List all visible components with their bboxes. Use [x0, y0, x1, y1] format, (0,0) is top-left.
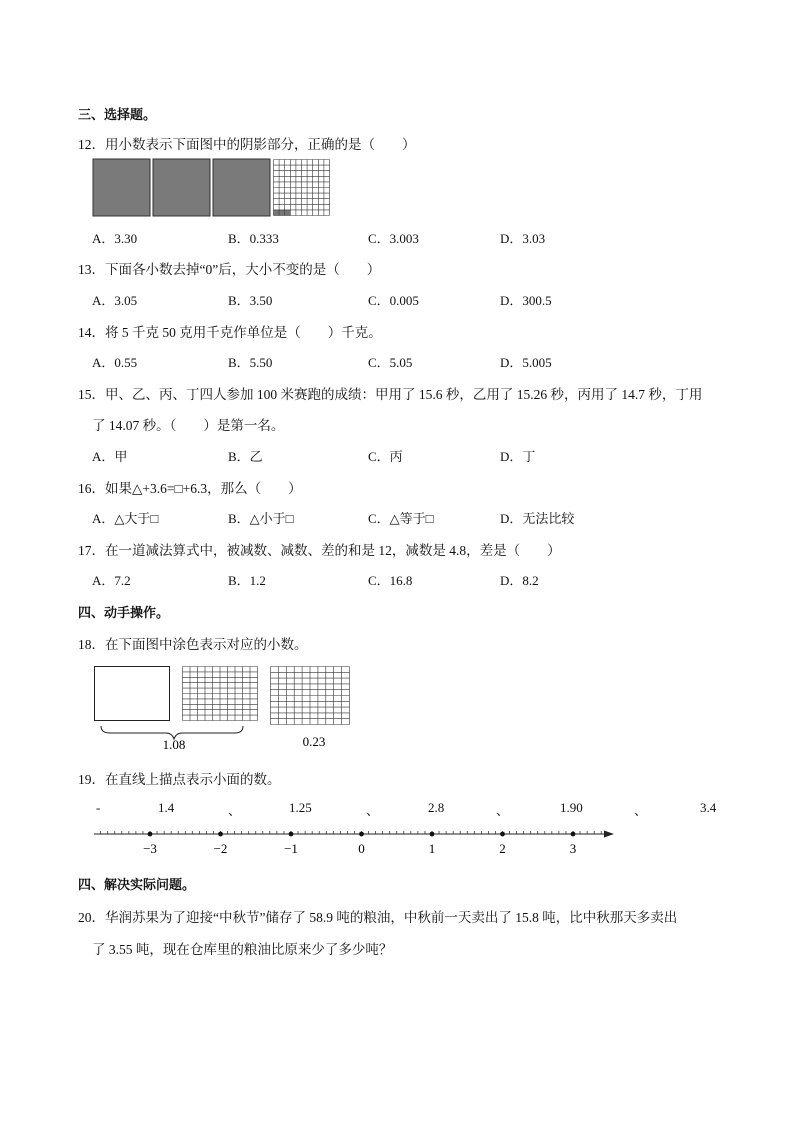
q19-sep-4: 、	[634, 803, 648, 818]
number-line-point	[571, 832, 576, 837]
q19-value-5: 3.4	[700, 800, 717, 815]
section-title-word-problems: 四、解决实际问题。	[78, 877, 196, 892]
number-line-tick-label: −1	[284, 841, 298, 856]
q19-value-3: 2.8	[428, 800, 445, 815]
shaded-square-3	[213, 159, 270, 216]
shaded-square-2	[153, 159, 210, 216]
q19-sep-3: 、	[496, 803, 510, 818]
label-0-23: 0.23	[302, 734, 326, 749]
number-line-point	[359, 832, 364, 837]
number-line-tick-label: 1	[428, 841, 436, 856]
q16-option-a[interactable]: A．△大于□	[92, 511, 159, 526]
q19-sep-1: 、	[228, 803, 242, 818]
q17-option-a[interactable]: A．7.2	[92, 573, 131, 588]
number-line-tick-label: 3	[569, 841, 577, 856]
q16-option-c[interactable]: C．△等于□	[368, 511, 434, 526]
q12-option-a[interactable]: A．3.30	[92, 231, 138, 246]
q13-option-a[interactable]: A．3.05	[92, 293, 138, 308]
q14-option-d[interactable]: D．5.005	[500, 355, 552, 370]
question-14: 14．将 5 千克 50 克用千克作单位是（ ）千克。	[78, 325, 382, 340]
q18-figures	[92, 664, 356, 754]
number-line-tick-label: −3	[143, 841, 157, 856]
number-line-point	[500, 832, 505, 837]
question-13: 13．下面各小数去掉“0”后，大小不变的是（ ）	[78, 262, 381, 277]
q16-option-b[interactable]: B．△小于□	[228, 511, 294, 526]
question-19: 19．在直线上描点表示小面的数。	[78, 772, 281, 787]
q19-sep-2: 、	[366, 803, 380, 818]
q15-option-b[interactable]: B．乙	[228, 449, 263, 464]
q13-option-b[interactable]: B．3.50	[228, 293, 273, 308]
hundred-grid-1	[183, 667, 258, 721]
q12-option-d[interactable]: D．3.03	[500, 231, 546, 246]
question-18: 18．在下面图中涂色表示对应的小数。	[78, 637, 308, 652]
blank-square	[95, 667, 170, 721]
question-15-line2: 了 14.07 秒。（ ）是第一名。	[92, 418, 285, 433]
number-line-point	[218, 832, 223, 837]
question-15-line1: 15．甲、乙、丙、丁四人参加 100 米赛跑的成绩：甲用了 15.6 秒，乙用了 15.26 秒，丙用了 14.7 秒，丁用	[78, 387, 703, 402]
number-line[interactable]	[90, 822, 620, 864]
label-1-08: 1.08	[162, 737, 186, 752]
number-line-point	[289, 832, 294, 837]
q13-option-c[interactable]: C．0.005	[368, 293, 419, 308]
q17-option-d[interactable]: D．8.2	[500, 573, 539, 588]
q16-option-d[interactable]: D．无法比较	[500, 511, 575, 526]
q14-option-c[interactable]: C．5.05	[368, 355, 413, 370]
shaded-square-1	[93, 159, 150, 216]
q13-option-d[interactable]: D．300.5	[500, 293, 552, 308]
section-title-hands-on: 四、动手操作。	[78, 605, 170, 620]
hundred-grid-partial	[274, 160, 330, 216]
section-title-choice: 三、选择题。	[78, 107, 157, 122]
number-line-tick-label: 0	[358, 841, 365, 856]
question-16: 16．如果△+3.6=□+6.3，那么（ ）	[78, 481, 302, 496]
q19-value-1: 1.4	[158, 800, 175, 815]
q14-option-a[interactable]: A．0.55	[92, 355, 138, 370]
question-20-line2: 了 3.55 吨，现在仓库里的粮油比原来少了多少吨？	[92, 942, 393, 957]
q12-shaded-figure	[92, 158, 332, 218]
q19-value-4: 1.90	[560, 800, 583, 815]
q15-option-a[interactable]: A．甲	[92, 449, 128, 464]
number-line-tick-label: 2	[499, 841, 506, 856]
question-20-line1: 20．华润苏果为了迎接“中秋节”储存了 58.9 吨的粮油，中秋前一天卖出了 15.8 吨，比中秋那天多卖出	[78, 910, 678, 925]
q17-option-b[interactable]: B．1.2	[228, 573, 266, 588]
question-12: 12．用小数表示下面图中的阴影部分，正确的是（ ）	[78, 137, 416, 152]
q17-option-c[interactable]: C．16.8	[368, 573, 413, 588]
question-17: 17．在一道减法算式中，被减数、减数、差的和是 12，减数是 4.8，差是（ ）	[78, 543, 561, 558]
q14-option-b[interactable]: B．5.50	[228, 355, 273, 370]
number-line-point	[430, 832, 435, 837]
q12-option-c[interactable]: C．3.003	[368, 231, 419, 246]
number-line-tick-label: −2	[213, 841, 228, 856]
hundred-grid-2	[271, 667, 350, 725]
q19-value-2: 1.25	[289, 800, 312, 815]
q19-value-0: -	[96, 800, 101, 815]
q15-option-d[interactable]: D．丁	[500, 449, 536, 464]
number-line-point	[148, 832, 153, 837]
q12-option-b[interactable]: B．0.333	[228, 231, 279, 246]
q15-option-c[interactable]: C．丙	[368, 449, 403, 464]
